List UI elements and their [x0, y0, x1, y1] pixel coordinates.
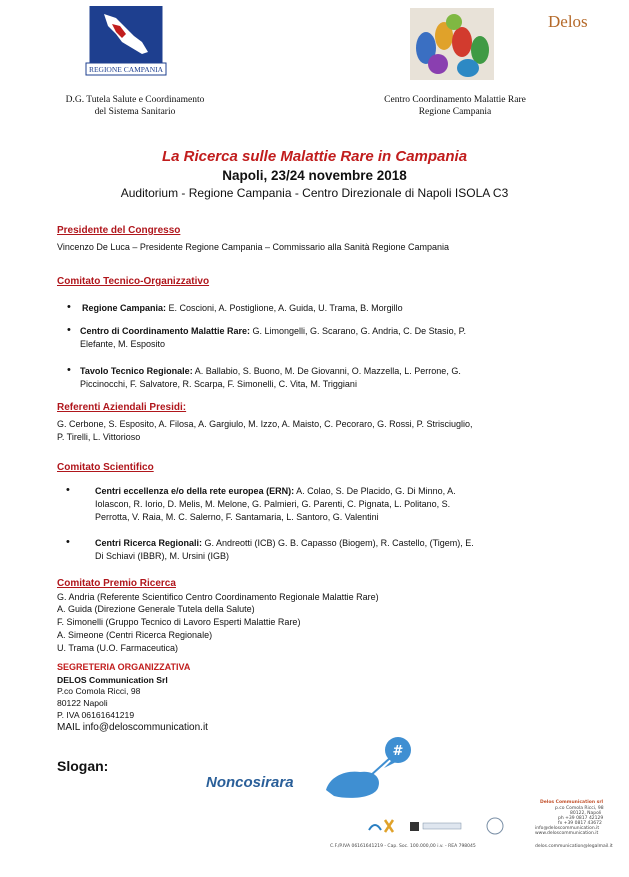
referenti-line-2: P. Tirelli, L. Vittorioso	[57, 432, 141, 442]
logo-rc-text: REGIONE CAMPANIA	[88, 65, 164, 74]
slogan-text: Noncosirara	[206, 774, 294, 791]
segreteria-address-1: P.co Comola Ricci, 98	[57, 686, 141, 696]
event-date: Napoli, 23/24 novembre 2018	[222, 168, 407, 183]
scientifico-item-ern-cont: Iolascon, R. Iorio, D. Melis, M. Melone, G. Palmieri, G. Parenti, C. Pignata, L. Politano, S.	[95, 499, 451, 509]
tecnico-item-label: Centro di Coordinamento Malattie Rare:	[80, 326, 251, 336]
referenti-line-1: G. Cerbone, S. Esposito, A. Filosa, A. Gargiulo, M. Izzo, A. Maisto, C. Pecoraro, G. Rossi, P. Strisciuglio,	[57, 419, 473, 429]
event-title: La Ricerca sulle Malattie Rare in Campania	[161, 148, 468, 165]
bullet-dot: •	[67, 364, 71, 376]
footer-pec: delos.communication@legalmail.it	[535, 844, 613, 849]
speech-bubble-graphic	[320, 732, 420, 802]
scientifico-item-ern	[95, 485, 456, 497]
tecnico-item-label: Tavolo Tecnico Regionale:	[80, 366, 193, 376]
presidente-heading: Presidente del Congresso	[57, 225, 181, 236]
footer-addr: ph +39 0817 42129	[558, 816, 604, 821]
footer-company: Delos Communication srl	[540, 800, 604, 805]
left-org-line-1: D.G. Tutela Salute e Coordinamento	[65, 95, 205, 105]
bullet-dot: •	[66, 536, 70, 548]
tecnico-item-regione	[82, 302, 403, 314]
right-org-line-1: Centro Coordinamento Malattie Rare	[384, 95, 526, 105]
tecnico-item-tavolo	[80, 365, 461, 377]
scientifico-item-ricerca	[95, 537, 474, 549]
left-org-block	[40, 94, 230, 118]
premio-heading: Comitato Premio Ricerca	[57, 578, 176, 589]
segreteria-address-2: 80122 Napoli	[57, 698, 108, 708]
premio-line: A. Guida (Direzione Generale Tutela della Salute)	[57, 604, 255, 614]
bullet-dot: •	[66, 484, 70, 496]
segreteria-heading: SEGRETERIA ORGANIZZATIVA	[57, 662, 191, 672]
scientifico-item-label: Centri eccellenza e/o della rete europea (ERN):	[95, 486, 295, 496]
tecnico-item-text: E. Coscioni, A. Postiglione, A. Guida, U. Trama, B. Morgillo	[166, 303, 403, 313]
footer-addr: www.deloscommunication.it	[535, 831, 599, 836]
scientifico-item-text: A. Colao, S. De Placido, G. Di Minno, A.	[294, 486, 456, 496]
tecnico-item-centro-cont: Elefante, M. Esposito	[80, 339, 166, 349]
bullet-dot: •	[67, 301, 71, 313]
slogan-label: Slogan:	[57, 758, 109, 774]
sponsor-logos	[365, 814, 515, 836]
event-venue: Auditorium - Regione Campania - Centro Direzionale di Napoli ISOLA C3	[120, 186, 509, 200]
scientifico-item-text: G. Andreotti (ICB) G. B. Capasso (Biogem), R. Castello, (Tigem), E.	[202, 538, 474, 548]
footer-addr: 80122, Napoli	[570, 811, 602, 816]
premio-line: F. Simonelli (Gruppo Tecnico di Lavoro Esperti Malattie Rare)	[57, 617, 301, 627]
painted-hands-image	[410, 8, 494, 80]
premio-line: A. Simeone (Centri Ricerca Regionale)	[57, 630, 213, 640]
tecnico-item-text: A. Ballabio, S. Buono, M. De Giovanni, O. Mazzella, L. Perrone, G.	[192, 366, 461, 376]
premio-line: G. Andria (Referente Scientifico Centro Coordinamento Regionale Malattie Rare)	[57, 592, 379, 602]
premio-line: U. Trama (U.O. Farmaceutica)	[57, 643, 179, 653]
scientifico-item-ricerca-cont: Di Schiavi (IBBR), M. Ursini (IGB)	[95, 551, 230, 561]
footer-legal: C.F./P.IVA 06161641219 - Cap. Soc. 100.000,00 i.v. - REA 798045	[330, 844, 476, 849]
scientifico-item-ern-cont: Perrotta, V. Raia, M. C. Salerno, F. Santamaria, L. Santoro, G. Valentini	[95, 512, 379, 522]
presidente-text: Vincenzo De Luca – Presidente Regione Campania – Commissario alla Sanità Regione Campania	[57, 242, 450, 252]
left-org-line-2: del Sistema Sanitario	[94, 107, 176, 117]
hashtag-symbol: #	[392, 744, 404, 759]
right-org-block	[360, 94, 550, 118]
referenti-heading: Referenti Aziendali Presidi:	[57, 402, 187, 413]
comitato-tecnico-heading: Comitato Tecnico-Organizzativo	[57, 276, 210, 287]
segreteria-piva: P. IVA 06161641219	[57, 710, 135, 720]
comitato-scientifico-heading: Comitato Scientifico	[57, 462, 154, 473]
delos-logo-text: Delos	[548, 12, 588, 31]
regione-campania-logo	[82, 6, 170, 76]
tecnico-item-tavolo-cont: Piccinocchi, F. Salvatore, R. Scarpa, F. Simonelli, C. Vita, M. Triggiani	[80, 379, 357, 389]
tecnico-item-text: G. Limongelli, G. Scarano, G. Andria, C. De Stasio, P.	[250, 326, 466, 336]
bullet-dot: •	[67, 324, 71, 336]
tecnico-item-label: Regione Campania:	[82, 303, 167, 313]
footer-addr: info@deloscommunication.it	[535, 826, 600, 831]
footer-block	[330, 800, 620, 852]
delos-logo	[546, 8, 606, 34]
footer-addr: p.co Comola Ricci, 98	[555, 806, 604, 811]
right-org-line-2: Regione Campania	[418, 107, 492, 117]
segreteria-mail: MAIL info@deloscommunication.it	[57, 722, 208, 733]
segreteria-company: DELOS Communication Srl	[57, 675, 168, 685]
scientifico-item-label: Centri Ricerca Regionali:	[95, 538, 203, 548]
footer-addr: fx +39 0817 43672	[558, 821, 602, 826]
tecnico-item-centro	[80, 325, 466, 337]
